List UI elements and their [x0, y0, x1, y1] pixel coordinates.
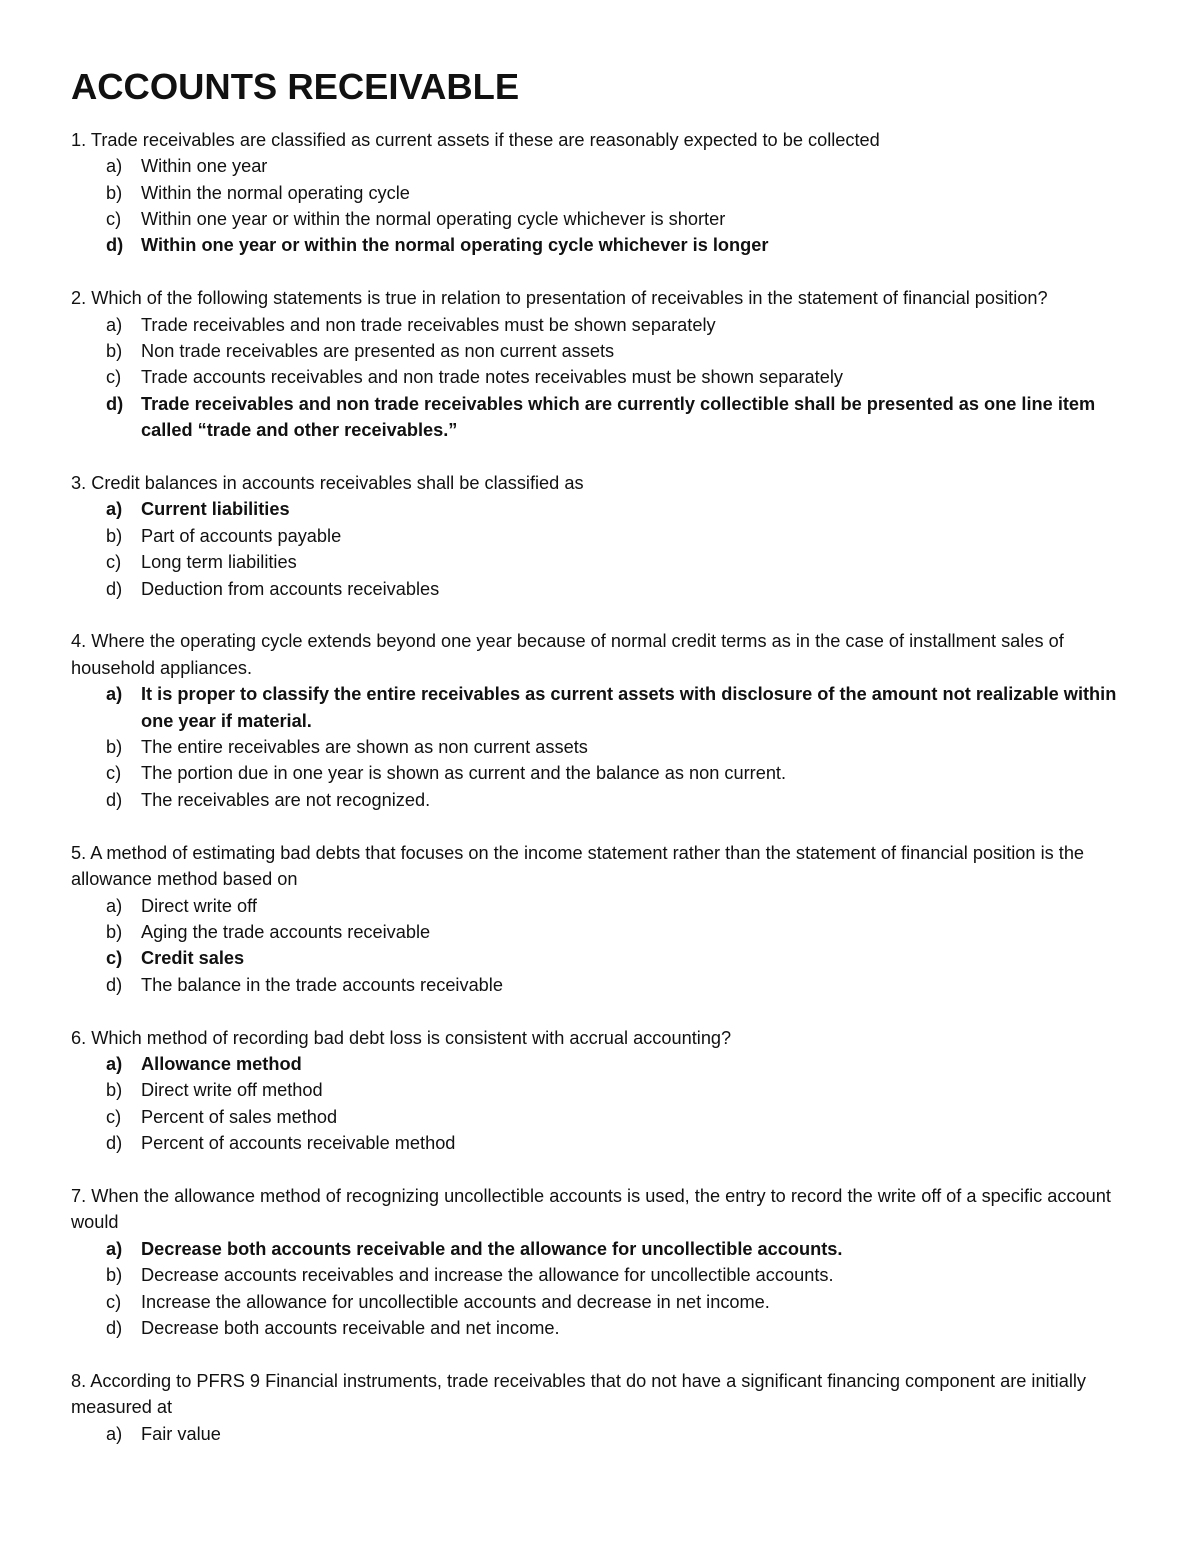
option-letter: b) [106, 182, 123, 203]
option-letter: a) [106, 1423, 123, 1444]
question-3 [71, 444, 1131, 602]
option-text: Percent of accounts receivable method [141, 1133, 456, 1154]
question-6 [71, 998, 1131, 1156]
answer-option [71, 1289, 1131, 1315]
question-1 [71, 100, 1131, 258]
option-text: Direct write off method [141, 1080, 323, 1101]
answer-option [71, 1130, 1131, 1156]
question-7 [71, 1157, 1131, 1342]
option-letter: d) [106, 235, 124, 256]
answer-options [71, 312, 1131, 444]
option-text: Increase the allowance for uncollectible accounts and decrease in net income. [141, 1291, 770, 1312]
answer-option [71, 576, 1131, 602]
question-text: 5. A method of estimating bad debts that focuses on the income statement rather than the statement of financial position is the allowance method based on [71, 842, 1085, 890]
option-text: It is proper to classify the entire receivables as current assets with disclosure of the amount not realizable within one year if material. [141, 684, 1117, 731]
answer-option [71, 549, 1131, 575]
option-text: Within one year or within the normal operating cycle whichever is longer [141, 235, 769, 256]
answer-option [71, 180, 1131, 206]
answer-option [71, 312, 1131, 338]
answer-options [71, 893, 1131, 999]
option-text: Aging the trade accounts receivable [141, 921, 431, 942]
option-text: Within one year [141, 156, 268, 177]
answer-option [71, 523, 1131, 549]
option-letter: b) [106, 1265, 123, 1286]
question-5 [71, 813, 1131, 998]
option-letter: b) [106, 525, 123, 546]
question-list [71, 100, 1131, 1447]
option-letter: c) [106, 209, 122, 229]
answer-option [71, 1262, 1131, 1288]
question-text: 1. Trade receivables are classified as current assets if these are reasonably expected to be collected [71, 129, 880, 150]
answer-option [71, 338, 1131, 364]
option-text: Direct write off [141, 895, 257, 916]
answer-option-correct [71, 496, 1131, 522]
option-letter: c) [106, 367, 122, 388]
answer-option [71, 1421, 1131, 1447]
option-letter: b) [106, 341, 123, 362]
option-letter: a) [106, 1053, 123, 1074]
answer-option [71, 1104, 1131, 1130]
question-2 [71, 259, 1131, 444]
answer-option [71, 919, 1131, 945]
answer-options [71, 681, 1131, 813]
answer-option-correct [71, 1051, 1131, 1077]
option-text: Current liabilities [141, 499, 290, 520]
answer-option-correct [71, 1236, 1131, 1262]
answer-option [71, 787, 1131, 813]
option-text: Within the normal operating cycle [141, 182, 410, 203]
answer-option [71, 364, 1131, 390]
option-letter: d) [106, 1133, 123, 1154]
option-text: Trade receivables and non trade receivables which are currently collectible shall be presented as one line item called “trade and other receivables.” [141, 393, 1096, 441]
option-text: Fair value [141, 1423, 221, 1444]
answer-option [71, 206, 1131, 232]
option-text: Percent of sales method [141, 1106, 338, 1127]
option-letter: d) [106, 974, 123, 995]
question-8 [71, 1341, 1131, 1447]
question-text: 3. Credit balances in accounts receivables shall be classified as [71, 473, 584, 494]
answer-option-correct [71, 945, 1131, 971]
answer-option [71, 893, 1131, 919]
option-letter: d) [106, 1317, 123, 1338]
option-letter: a) [106, 895, 123, 916]
option-letter: c) [106, 1106, 122, 1127]
answer-option [71, 760, 1131, 786]
option-letter: a) [106, 499, 123, 520]
document-page [71, 66, 1131, 1447]
answer-option-correct [71, 391, 1131, 444]
question-text: 7. When the allowance method of recognizing uncollectible accounts is used, the entry to record the write off of a specific account would [71, 1185, 1111, 1233]
option-text: The balance in the trade accounts receivable [141, 974, 503, 995]
answer-option [71, 1077, 1131, 1103]
answer-options [71, 1421, 1131, 1447]
option-text: Decrease both accounts receivable and the allowance for uncollectible accounts. [141, 1238, 843, 1259]
option-letter: a) [106, 314, 123, 335]
option-letter: d) [106, 578, 123, 599]
answer-options [71, 496, 1131, 602]
option-letter: d) [106, 789, 123, 810]
question-text: 4. Where the operating cycle extends beyond one year because of normal credit terms as in the case of installment sales of household appliances. [71, 631, 1064, 678]
answer-option [71, 972, 1131, 998]
option-text: Within one year or within the normal operating cycle whichever is shorter [141, 209, 726, 229]
question-4 [71, 602, 1131, 813]
option-text: Decrease accounts receivables and increase the allowance for uncollectible accounts. [141, 1265, 834, 1286]
option-text: Non trade receivables are presented as non current assets [141, 341, 615, 362]
option-text: Part of accounts payable [141, 525, 342, 546]
answer-options [71, 153, 1131, 259]
answer-option [71, 153, 1131, 179]
question-text: 2. Which of the following statements is true in relation to presentation of receivables in the statement of financial position? [71, 288, 1048, 309]
option-text: Decrease both accounts receivable and net income. [141, 1317, 560, 1338]
option-letter: c) [106, 763, 122, 784]
option-text: The entire receivables are shown as non current assets [141, 737, 588, 758]
option-text: The receivables are not recognized. [141, 789, 431, 810]
document-title: ACCOUNTS RECEIVABLE [71, 66, 520, 107]
option-text: Allowance method [141, 1053, 302, 1074]
answer-option-correct [71, 681, 1131, 734]
option-text: Credit sales [141, 948, 245, 969]
option-letter: c) [106, 552, 122, 573]
option-letter: a) [106, 1238, 123, 1259]
answer-option-correct [71, 232, 1131, 258]
option-letter: b) [106, 737, 123, 758]
option-letter: c) [106, 948, 123, 969]
answer-options [71, 1236, 1131, 1342]
answer-option [71, 1315, 1131, 1341]
option-letter: a) [106, 684, 123, 705]
option-text: Deduction from accounts receivables [141, 578, 440, 599]
question-text: 8. According to PFRS 9 Financial instruments, trade receivables that do not have a significant financing component are initially measured at [71, 1370, 1087, 1418]
question-text: 6. Which method of recording bad debt loss is consistent with accrual accounting? [71, 1027, 732, 1048]
option-text: The portion due in one year is shown as current and the balance as non current. [141, 763, 787, 784]
answer-option [71, 734, 1131, 760]
option-letter: d) [106, 393, 124, 414]
option-letter: b) [106, 1080, 123, 1101]
option-letter: a) [106, 156, 123, 177]
option-letter: c) [106, 1291, 122, 1312]
option-letter: b) [106, 921, 123, 942]
option-text: Trade receivables and non trade receivables must be shown separately [141, 314, 716, 335]
answer-options [71, 1051, 1131, 1157]
option-text: Long term liabilities [141, 552, 297, 573]
option-text: Trade accounts receivables and non trade notes receivables must be shown separately [141, 367, 843, 388]
